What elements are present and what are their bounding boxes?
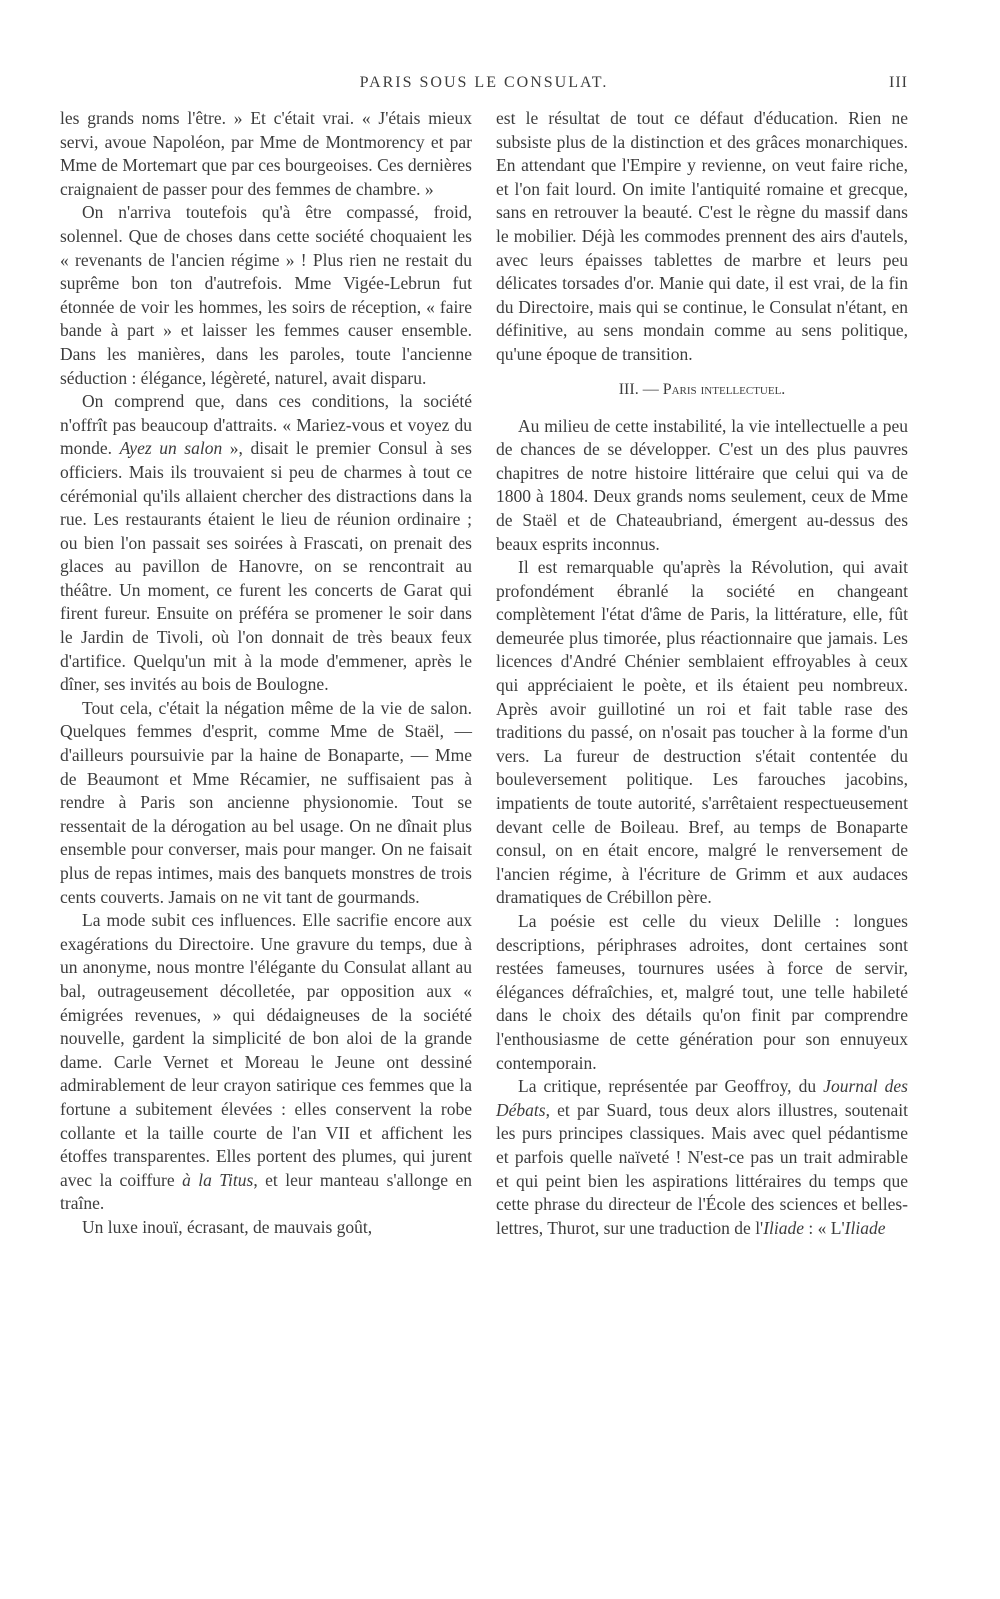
text-run: La mode subit ces influences. Elle sacrifie encore aux exagérations du Directoire. Une gravure du temps, due à un anonyme, nous montre l'élégante du Consulat allant au bal, outrageusement décolletée, par opposition aux « émigrées revenues, » qui dédaigneuses de la société nouvelle, gardent la simplicité de bon aloi de la grande dame. Carle Vernet et Moreau le Jeune ont dessiné admirablement de leur crayon satirique ces femmes que la fortune a subitement élevées : elles conservent la robe collante et la taille courte de l'an VII et affichent les étoffes transparentes. Elles portent des plumes, qui jurent avec la coiffure: [60, 910, 472, 1190]
left-column: [60, 107, 472, 1240]
italic-phrase: Iliade: [763, 1217, 805, 1238]
page-number: III: [889, 74, 908, 91]
text-run: , et par Suard, tous deux alors illustres, soutenait les purs principes classiques. Mais avec quel pédantisme et parfois quelle naïveté ! N'est-ce pas un trait admirable et qui peint bien les aspirations littéraires du temps que cette phrase du directeur de l'École des sciences et belles-lettres, Thurot, sur une traduction de l': [496, 1099, 908, 1238]
text-run: : « L': [804, 1217, 845, 1238]
paragraph: Tout cela, c'était la négation même de la vie de salon. Quelques femmes d'esprit, comme Mme de Staël, — d'ailleurs poursuivie par la haine de Bonaparte, — Mme de Beaumont et Mme Récamier, ne suffisaient pas à rendre à Paris son ancienne physionomie. Tout se ressentait de la dérogation au bel usage. On ne dînait plus ensemble pour converser, mais pour manger. On ne faisait plus de repas intimes, mais des banquets monstres de trois cents couverts. Jamais on ne vit tant de gourmands.: [60, 697, 472, 907]
paragraph: [496, 1075, 908, 1240]
text-run: », disait le premier Consul à ses officiers. Mais ils trouvaient si peu de charmes à tout ce cérémonial qu'ils allaient chercher des distractions dans la rue. Les restaurants étaient le lieu de réunion ordinaire ; ou bien l'on passait ses soirées à Frascati, on prenait des glaces au pavillon de Hanovre, on se rencontrait au théâtre. Un moment, ce furent les concerts de Garat qui firent fureur. Ensuite on préféra se promener le soir dans le Jardin de Tivoli, où l'on donnait de très beaux feux d'artifice. Quelqu'un mit à la mode d'emmener, après le dîner, ses invités au bois de Boulogne.: [60, 438, 472, 695]
paragraph: est le résultat de tout ce défaut d'éducation. Rien ne subsiste plus de la distinction et des grâces monarchiques. En attendant que l'Empire y revienne, on veut faire riche, et l'on fait lourd. On imite l'antiquité romaine et grecque, sans en retrouver la beauté. C'est le règne du massif dans le mobilier. Déjà les commodes prennent des airs d'autels, avec leurs épaisses tablettes de marbre et leurs peu délicates torsades d'or. Manie qui date, il est vrai, de la fin du Directoire, mais qui se continue, le Consulat n'étant, en définitive, au sens mondain comme au sens politique, qu'une époque de transition.: [496, 108, 908, 364]
section-heading: [496, 379, 908, 401]
running-head: [60, 74, 908, 98]
paragraph: La poésie est celle du vieux Delille : longues descriptions, périphrases adroites, dont certaines sont restées fameuses, tournures usées à force de servir, élégances défraîchies, et, malgré tout, une telle habileté dans le choix des détails qu'on finit par comprendre l'enthousiasme de cette génération pour son ennuyeux contemporain.: [496, 911, 908, 1073]
section-title: Paris intellectuel.: [662, 380, 786, 398]
paragraph: [60, 390, 472, 697]
right-column: [496, 107, 908, 1240]
section-number: III. —: [618, 380, 663, 398]
paragraph: les grands noms l'être. » Et c'était vrai. « J'étais mieux servi, avoue Napoléon, par Mme de Montmorency et par Mme de Mortemart que par ces bourgeoises. Ces dernières craignaient de passer pour des femmes de chambre. »: [60, 108, 472, 199]
italic-phrase: Iliade: [844, 1217, 886, 1238]
paragraph: On n'arriva toutefois qu'à être compassé, froid, solennel. Que de choses dans cette société choquaient les « revenants de l'ancien régime » ! Plus rien ne restait du suprême bon ton d'autrefois. Mme Vigée-Lebrun fut étonnée de voir les hommes, les soirs de réception, « faire bande à part » et laisser les femmes causer ensemble. Dans les manières, dans les paroles, toute l'ancienne séduction : élégance, légèreté, naturel, avait disparu.: [60, 202, 472, 388]
paragraph: Il est remarquable qu'après la Révolution, qui avait profondément ébranlé la société en changeant complètement l'état d'âme de Paris, la littérature, elle, fût demeurée plus timorée, plus réactionnaire que jamais. Les licences d'André Chénier semblaient effroyables à ceux qui appréciaient le poète, et ils étaient peu nombreux. Après avoir guillotiné un roi et fait table rase des traditions du passé, on n'osait pas toucher à la forme d'un vers. La fureur de destruction s'était contentée du bouleversement politique. Les farouches jacobins, impatients de toute autorité, s'arrêtaient respectueusement devant celle de Boileau. Bref, au temps de Bonaparte consul, on en était encore, malgré le renversement de l'ancien régime, à l'écriture de Grimm et aux audaces dramatiques de Crébillon père.: [496, 557, 908, 908]
italic-phrase: Ayez un salon: [119, 438, 223, 459]
text-run: La critique, représentée par Geoffroy, du: [518, 1076, 824, 1097]
running-title: PARIS SOUS LE CONSULAT.: [359, 74, 609, 91]
paragraph: [60, 909, 472, 1216]
text-run: On comprend que, dans ces conditions, la société n'offrît pas beaucoup d'attraits. « Mariez-vous et voyez du monde.: [60, 391, 472, 459]
paragraph: Au milieu de cette instabilité, la vie intellectuelle a peu de chances de se développer. C'est un des plus pauvres chapitres de notre histoire littéraire que celui qui va de 1800 à 1804. Deux grands noms seulement, ceux de Mme de Staël et de Chateaubriand, émergent au-dessus des beaux esprits inconnus.: [496, 415, 908, 554]
italic-phrase: Journal des Débats: [496, 1076, 908, 1120]
paragraph: Un luxe inouï, écrasant, de mauvais goût,: [82, 1216, 373, 1237]
text-run: , et leur manteau s'allonge en traîne.: [60, 1169, 473, 1214]
italic-phrase: à la Titus: [182, 1169, 254, 1190]
